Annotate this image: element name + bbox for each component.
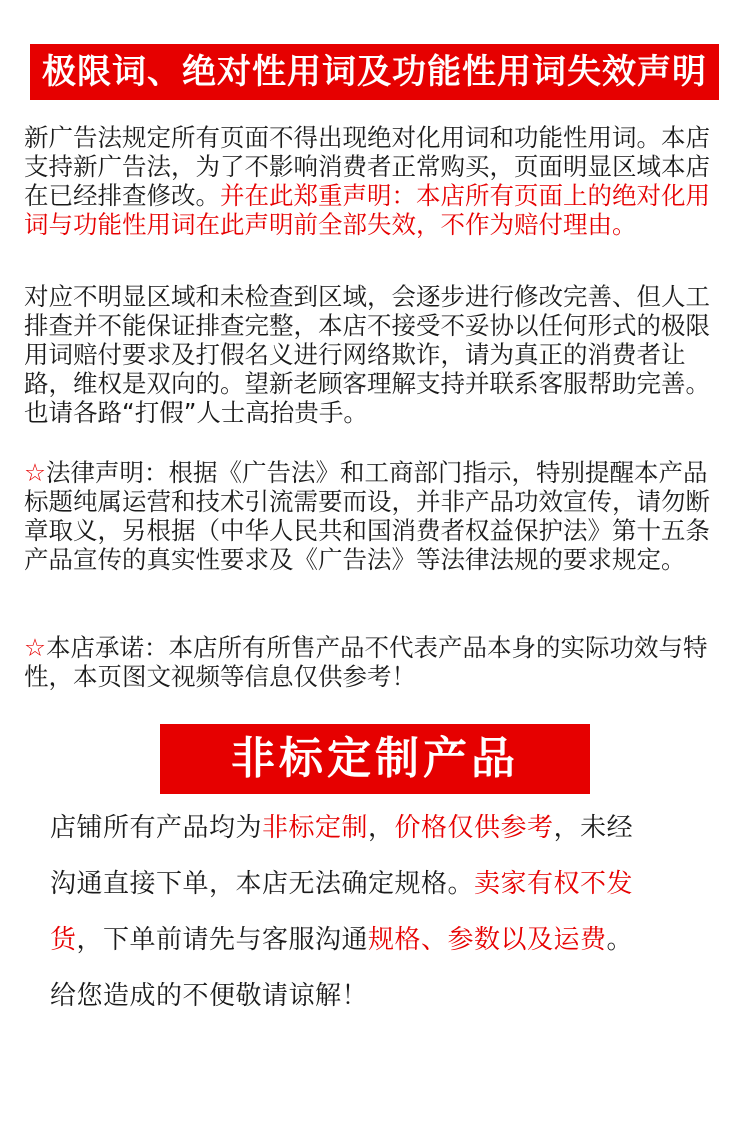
custom-product-notice — [50, 800, 722, 1024]
paragraph-legal-statement — [24, 458, 728, 618]
statement-title-banner: 极限词、绝对性用词及功能性用词失效声明 — [30, 44, 719, 100]
notice-line-1 — [50, 800, 722, 856]
notice-highlight: 非标定制 — [262, 813, 369, 843]
notice-text: ， — [368, 813, 395, 843]
notice-text: ，下单前请先与客服沟通 — [76, 925, 369, 955]
notice-line-4: 给您造成的不便敬请谅解！ — [50, 981, 369, 1011]
notice-text: 店铺所有产品均为 — [50, 813, 263, 843]
notice-highlight: 规格、参数以及运费 — [368, 925, 607, 955]
notice-highlight: 货 — [50, 925, 77, 955]
store-promise-text: 本店承诺：本店所有所售产品不代表产品本身的实际功效与特性，本页图文视频等信息仅供参考！ — [24, 633, 708, 691]
notice-line-3 — [50, 912, 722, 968]
paragraph-ad-law — [24, 123, 728, 275]
paragraph-unchecked-areas: 对应不明显区域和未检查到区域，会逐步进行修改完善、但人工排查并不能保证排查完整，本店不接受不妥协以任何形式的极限用词赔付要求及打假名义进行网络欺诈，请为真正的消费者让路，维权是双向的。望新老顾客理解支持并联系客服帮助完善。也请各路“打假”人士高抬贵手。 — [24, 282, 710, 427]
legal-statement-text: 法律声明：根据《广告法》和工商部门指示，特别提醒本产品标题纯属运营和技术引流需要而设，并非产品功效宣传，请勿断章取义，另根据（中华人民共和国消费者权益保护法》第十五条产品宣传的真实性要求及《广告法》等法律法规的要求规定。 — [24, 458, 710, 574]
notice-text: 。 — [606, 925, 634, 955]
solemn-declaration-text: 并在此郑重声明：本店所有页面上的绝对化用词与功能性用词在此声明前全部失效，不作为赔付理由。 — [24, 181, 710, 239]
notice-highlight: 价格仅供参考 — [394, 813, 554, 843]
ad-law-text: 新广告法规定所有页面不得出现绝对化用词和功能性用词。本店支持新广告法，为了不影响消费者正常购买，页面明显区域本店在已经排查修改。 — [24, 123, 710, 210]
star-icon: ☆ — [24, 633, 46, 662]
paragraph-store-promise — [24, 633, 728, 697]
notice-line-2 — [50, 856, 722, 912]
custom-product-banner: 非标定制产品 — [160, 724, 590, 794]
notice-text: 沟通直接下单，本店无法确定规格。 — [50, 869, 475, 899]
star-icon: ☆ — [24, 458, 46, 487]
notice-highlight: 卖家有权不发 — [474, 869, 634, 899]
notice-text: ，未经 — [553, 813, 634, 843]
